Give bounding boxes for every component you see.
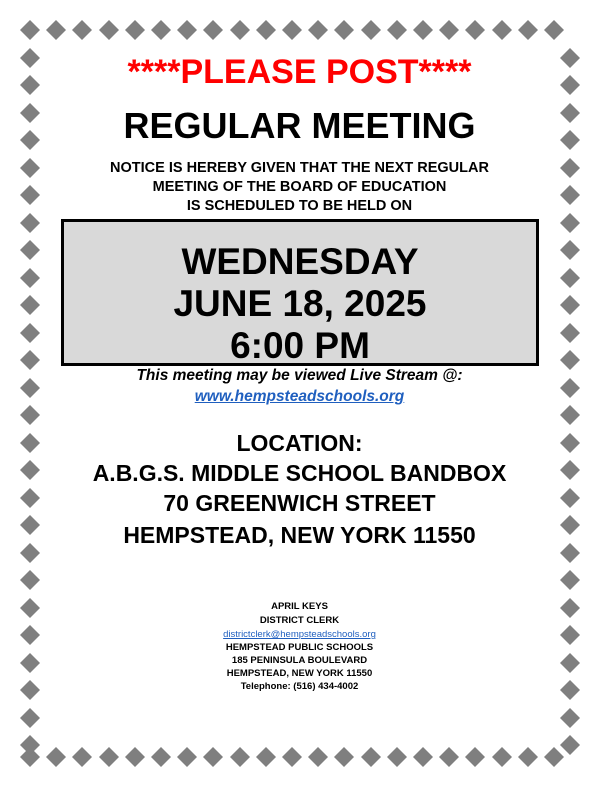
diamond-ornament <box>20 295 40 315</box>
meeting-date: JUNE 18, 2025 <box>173 283 427 324</box>
clerk-email-link[interactable]: districtclerk@hempsteadschools.org <box>223 629 376 640</box>
diamond-ornament <box>230 747 250 767</box>
diamond-ornament <box>387 747 407 767</box>
diamond-ornament <box>560 735 580 755</box>
diamond-ornament <box>308 747 328 767</box>
diamond-ornament <box>560 213 580 233</box>
diamond-ornament <box>361 747 381 767</box>
diamond-ornament <box>177 747 197 767</box>
diamond-ornament <box>465 20 485 40</box>
diamond-ornament <box>20 268 40 288</box>
diamond-ornament <box>177 20 197 40</box>
diamond-ornament <box>308 20 328 40</box>
diamond-ornament <box>125 20 145 40</box>
diamond-ornament <box>361 20 381 40</box>
diamond-ornament <box>439 20 459 40</box>
diamond-ornament <box>492 747 512 767</box>
diamond-ornament <box>151 747 171 767</box>
diamond-ornament <box>282 20 302 40</box>
meeting-title: REGULAR MEETING <box>123 105 476 146</box>
diamond-ornament <box>20 405 40 425</box>
please-post-heading: ****PLEASE POST**** <box>127 53 472 91</box>
diamond-ornament <box>125 747 145 767</box>
diamond-ornament <box>560 405 580 425</box>
diamond-ornament <box>334 747 354 767</box>
meeting-day: WEDNESDAY <box>181 241 419 282</box>
diamond-ornament <box>413 747 433 767</box>
location-line-1: A.B.G.S. MIDDLE SCHOOL BANDBOX <box>92 460 507 486</box>
diamond-ornament <box>256 20 276 40</box>
diamond-ornament <box>334 20 354 40</box>
website-link[interactable]: www.hempsteadschools.org <box>194 388 405 405</box>
clerk-name: APRIL KEYS <box>271 601 328 612</box>
diamond-ornament <box>20 708 40 728</box>
diamond-ornament <box>99 20 119 40</box>
diamond-ornament <box>560 295 580 315</box>
diamond-ornament <box>230 20 250 40</box>
diamond-ornament <box>560 708 580 728</box>
diamond-ornament <box>20 570 40 590</box>
diamond-ornament <box>72 747 92 767</box>
organization-name: HEMPSTEAD PUBLIC SCHOOLS <box>225 642 374 653</box>
diamond-ornament <box>46 747 66 767</box>
meeting-time: 6:00 PM <box>230 325 370 366</box>
diamond-ornament <box>492 20 512 40</box>
diamond-ornament <box>439 747 459 767</box>
telephone: Telephone: (516) 434-4002 <box>240 681 359 692</box>
diamond-ornament <box>20 20 40 40</box>
diamond-ornament <box>256 747 276 767</box>
diamond-ornament <box>413 20 433 40</box>
diamond-ornament <box>46 20 66 40</box>
address-line-2: HEMPSTEAD, NEW YORK 11550 <box>226 668 373 679</box>
date-box <box>61 219 539 366</box>
notice-line-2: MEETING OF THE BOARD OF EDUCATION <box>152 179 447 195</box>
diamond-ornament <box>544 747 564 767</box>
diamond-ornament <box>99 747 119 767</box>
diamond-ornament <box>560 268 580 288</box>
diamond-ornament <box>20 240 40 260</box>
diamond-ornament <box>151 20 171 40</box>
diamond-ornament <box>518 747 538 767</box>
diamond-ornament <box>20 735 40 755</box>
diamond-ornament <box>518 20 538 40</box>
diamond-ornament <box>560 323 580 343</box>
clerk-role: DISTRICT CLERK <box>259 615 340 626</box>
diamond-ornament <box>387 20 407 40</box>
location-line-3: HEMPSTEAD, NEW YORK 11550 <box>123 522 476 548</box>
diamond-ornament <box>20 323 40 343</box>
diamond-ornament <box>203 747 223 767</box>
location-line-2: 70 GREENWICH STREET <box>163 490 436 516</box>
notice-line-1: NOTICE IS HEREBY GIVEN THAT THE NEXT REGULAR <box>110 160 489 176</box>
diamond-ornament <box>20 213 40 233</box>
notice-line-3: IS SCHEDULED TO BE HELD ON <box>186 198 413 214</box>
live-stream-text: This meeting may be viewed Live Stream @: <box>136 367 463 384</box>
diamond-ornament <box>282 747 302 767</box>
diamond-ornament <box>560 240 580 260</box>
diamond-ornament <box>544 20 564 40</box>
diamond-ornament <box>203 20 223 40</box>
location-label: LOCATION: <box>236 430 363 456</box>
diamond-ornament <box>465 747 485 767</box>
diamond-ornament <box>72 20 92 40</box>
address-line-1: 185 PENINSULA BOULEVARD <box>231 655 368 666</box>
diamond-ornament <box>560 570 580 590</box>
